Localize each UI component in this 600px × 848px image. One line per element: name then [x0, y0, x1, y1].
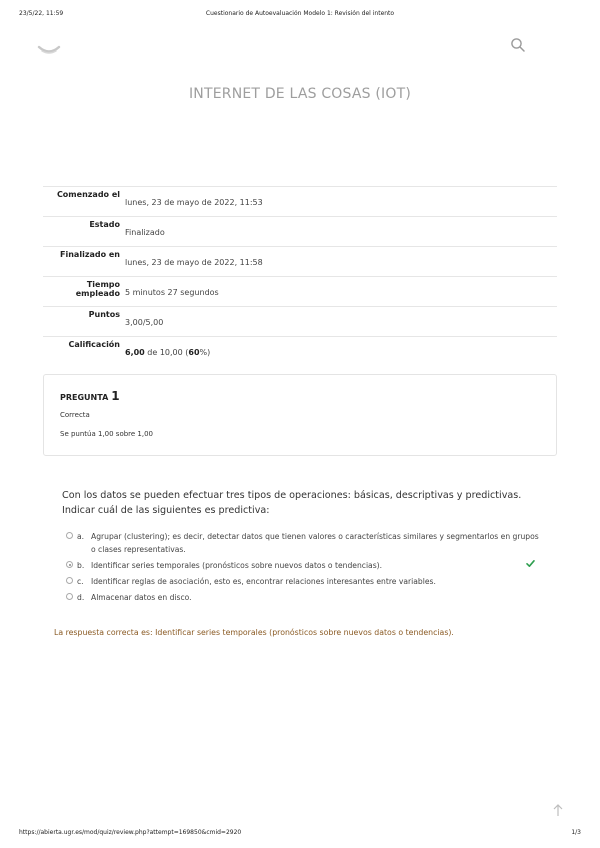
grade-end: %): [199, 348, 211, 357]
points-label: Puntos: [88, 310, 120, 319]
time-label: Tiempo empleado: [75, 280, 120, 298]
question-text: Con los datos se pueden efectuar tres tipos de operaciones: básicas, descriptivas y predictivas. Indicar cuál de las siguientes es predictiva:: [62, 490, 522, 516]
summary-row-state: [43, 216, 557, 246]
started-label: Comenzado el: [56, 190, 120, 199]
arrow-up-icon[interactable]: [552, 802, 564, 816]
answer-option-c: [62, 575, 540, 588]
state-label: Estado: [89, 220, 120, 229]
attempt-summary-table: [43, 186, 557, 366]
grade-mid: de 10,00 (: [144, 348, 189, 357]
question-info-box: [43, 374, 557, 456]
state-value: Finalizado: [125, 228, 165, 237]
started-value: lunes, 23 de mayo de 2022, 11:53: [125, 198, 263, 207]
search-icon[interactable]: [510, 37, 526, 53]
finished-label: Finalizado en: [60, 250, 120, 259]
print-url: https://abierta.ugr.es/mod/quiz/review.php?attempt=169850&cmid=2920: [19, 829, 242, 836]
answer-letter: b.: [77, 561, 85, 570]
answer-option-b: [62, 559, 540, 572]
course-title: INTERNET DE LAS COSAS (IOT): [188, 86, 412, 102]
question-state: Correcta: [60, 411, 90, 419]
answer-text: Identificar reglas de asociación, esto es, encontrar relaciones interesantes entre variables.: [91, 577, 436, 586]
print-header: [0, 0, 600, 20]
grade-percent: 60: [188, 348, 200, 357]
grade-value: [120, 337, 210, 366]
correct-answer-feedback: La respuesta correcta es: Identificar series temporales (pronósticos sobre nuevos datos o tendencias).: [54, 628, 454, 637]
answer-list: [62, 530, 540, 607]
print-page-number: 1/3: [571, 829, 581, 836]
print-document-title: Cuestionario de Autoevaluación Modelo 1: Revisión del intento: [205, 10, 395, 17]
points-value: 3,00/5,00: [125, 318, 164, 327]
answer-option-a: [62, 530, 540, 556]
summary-row-points: [43, 306, 557, 336]
answer-letter: d.: [77, 593, 85, 602]
radio-d[interactable]: [66, 593, 73, 600]
finished-value: lunes, 23 de mayo de 2022, 11:58: [125, 258, 263, 267]
logo-mark[interactable]: [36, 38, 62, 56]
answer-option-d: [62, 591, 540, 604]
answer-letter: a.: [77, 532, 85, 541]
radio-b-selected[interactable]: [66, 561, 73, 568]
question-grade: Se puntúa 1,00 sobre 1,00: [60, 430, 154, 438]
print-date: 23/5/22, 11:59: [19, 10, 64, 17]
answer-text: Agrupar (clustering); es decir, detectar datos que tienen valores o características similares y segmentarlos en grupos o clases representativas.: [91, 532, 539, 554]
answer-text: Identificar series temporales (pronósticos sobre nuevos datos o tendencias).: [91, 561, 383, 570]
grade-label: Calificación: [68, 340, 120, 349]
radio-a[interactable]: [66, 532, 73, 539]
summary-row-started: [43, 186, 557, 216]
answer-letter: c.: [77, 577, 84, 586]
summary-row-finished: [43, 246, 557, 276]
question-number: 1: [111, 389, 120, 403]
radio-c[interactable]: [66, 577, 73, 584]
answer-text: Almacenar datos en disco.: [91, 593, 192, 602]
question-label: PREGUNTA: [60, 393, 109, 402]
grade-score: 6,00: [125, 348, 145, 357]
check-icon: [526, 559, 535, 568]
question-heading: [60, 389, 120, 403]
summary-row-grade: [43, 336, 557, 366]
time-value: 5 minutos 27 segundos: [125, 288, 219, 297]
summary-row-time: [43, 276, 557, 306]
